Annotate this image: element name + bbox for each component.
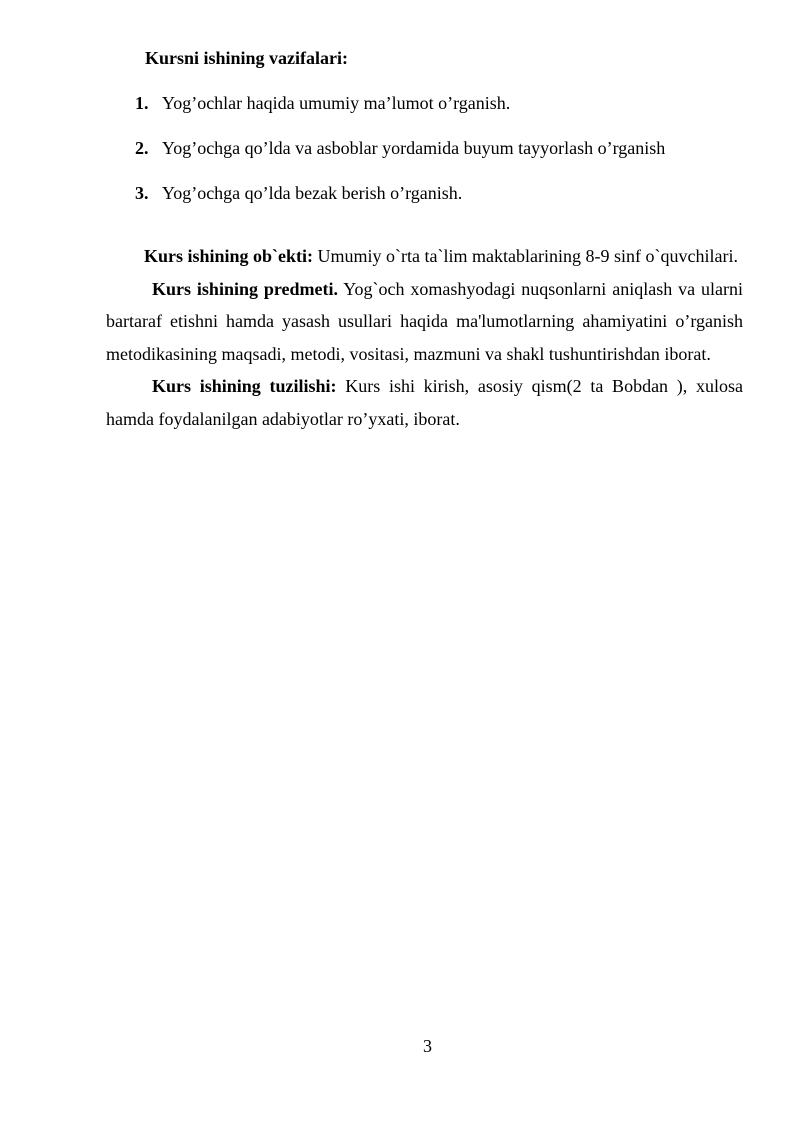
subject-paragraph: [106, 273, 743, 371]
list-item-text: Yog’ochga qo’lda bezak berish o’rganish.: [162, 183, 463, 203]
tasks-list: [135, 92, 665, 227]
list-item: [135, 92, 665, 137]
list-item-text: Yog’ochlar haqida umumiy ma’lumot o’rganish.: [162, 93, 511, 113]
structure-paragraph: [106, 370, 743, 435]
paragraph-label: Kurs ishining predmeti.: [152, 278, 339, 299]
list-item-text: Yog’ochga qo’lda va asboblar yordamida buyum tayyorlash o’rganish: [162, 138, 666, 158]
object-paragraph: [106, 240, 743, 273]
paragraph-text: Umumiy o`rta ta`lim maktablarining 8-9 sinf o`quvchilari.: [313, 246, 738, 266]
body-text: [106, 240, 743, 435]
list-item-number: 1.: [135, 93, 149, 113]
paragraph-label: Kurs ishining ob`ekti:: [144, 246, 314, 266]
list-item-number: 3.: [135, 183, 149, 203]
paragraph-text: Kurs ishi kirish, asosiy qism(2 ta Bobdan ), xulosa hamda foydalanilgan adabiyotlar ro’yxati, iborat.: [106, 376, 743, 429]
paragraph-text: Yog`och xomashyodagi nuqsonlarni aniqlash va ularni bartaraf etishni hamda yasash usullari haqida ma'lumotlarning ahamiyatini o’rganish metodikasining maqsadi, metodi, vositasi, mazmuni va shakl tushuntirishdan iborat.: [106, 278, 744, 364]
page-number: 3: [423, 1036, 432, 1056]
tasks-heading: Kursni ishining vazifalari:: [145, 48, 349, 68]
paragraph-label: Kurs ishining tuzilishi:: [152, 376, 337, 396]
list-item: [135, 137, 665, 182]
list-item: [135, 182, 665, 227]
list-item-number: 2.: [135, 138, 149, 158]
